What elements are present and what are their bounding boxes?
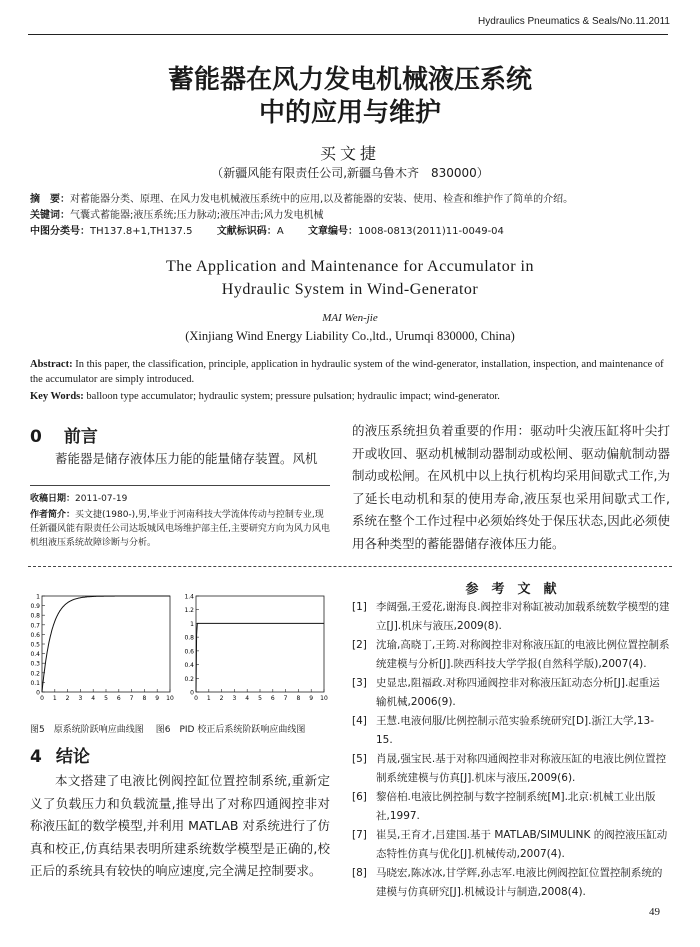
fig6-xtick-label: 7 xyxy=(283,695,288,702)
reference-item xyxy=(352,636,670,674)
fig6-ytick-label: 0 xyxy=(190,689,194,697)
received-value: 2011-07-19 xyxy=(75,494,128,504)
reference-number: [6] xyxy=(352,791,367,803)
journal-header: Hydraulics Pneumatics & Seals/No.11.2011 xyxy=(478,16,670,27)
reference-text: 沈瑜,高晓丁,王筠.对称阀控非对称液压缸的电液比例位置控制系统建模与分析[J].陕西科技大学学报(自然科学版),2007(4). xyxy=(376,639,670,670)
fig6-caption: 图6 PID 校正后系统阶跃响应曲线图 xyxy=(155,725,306,735)
fig6-xtick-label: 10 xyxy=(320,695,328,702)
keywords-en-text: balloon type accumulator; hydraulic system; pressure pulsation; hydraulic impact; wind-generator. xyxy=(86,391,500,402)
footnote-rule xyxy=(30,485,330,486)
abstract-cn-label: 摘 要： xyxy=(30,194,70,205)
reference-item xyxy=(352,598,670,636)
fig5-xtick-label: 3 xyxy=(78,695,83,702)
figure-captions xyxy=(30,722,340,735)
fig5-ytick-label: 0.3 xyxy=(30,660,40,668)
bio-text: 买文捷(1980-),男,毕业于河南科技大学流体传动与控制专业,现任新疆风能有限责任公司达坂城风电场维护部主任,主要研究方向为风力风电机组液压系统故障诊断与分析。 xyxy=(30,510,330,548)
section4-heading xyxy=(30,742,330,767)
received-label: 收稿日期： xyxy=(30,494,76,504)
section0-number: 0 xyxy=(30,427,42,447)
fig5-xtick-label: 5 xyxy=(104,695,108,702)
author-bio xyxy=(30,508,330,550)
fig5-ytick-label: 0.7 xyxy=(30,622,40,630)
reference-number: [3] xyxy=(352,677,367,689)
fig6-ytick-label: 0.4 xyxy=(184,662,194,670)
fig5-ytick-label: 0 xyxy=(36,689,40,697)
doc-code-label: 文献标识码： xyxy=(216,226,277,237)
fig5-xtick-label: 7 xyxy=(129,695,134,702)
affiliation-cn: （新疆风能有限责任公司,新疆乌鲁木齐 830000） xyxy=(211,166,489,180)
title-en-line1: The Application and Maintenance for Accumulator in xyxy=(166,258,534,275)
keywords-en xyxy=(30,389,670,404)
doc-code-value: A xyxy=(276,226,284,237)
author-cn: 买文捷 xyxy=(319,144,380,163)
reference-text: 黎倍柏.电液比例控制与数字控制系统[M].北京:机械工业出版社,1997. xyxy=(376,791,656,822)
received-date xyxy=(30,492,330,506)
fig6-xtick-label: 8 xyxy=(296,695,301,702)
fig5-frame xyxy=(42,596,170,692)
section4-title: 结论 xyxy=(55,747,90,767)
keywords-cn xyxy=(30,208,670,224)
fig6-xtick-label: 5 xyxy=(258,695,262,702)
abstract-en-text: In this paper, the classification, principle, application in hydraulic system of the wind-generator, installation, inspection, and maintenance of the accumulator are simply introduced. xyxy=(30,359,664,385)
reference-number: [7] xyxy=(352,829,367,841)
fig5-xtick-label: 0 xyxy=(40,695,44,702)
section4-text: 本文搭建了电液比例阀控缸位置控制系统,重新定义了负载压力和负载流量,推导出了对称四通阀控非对称液压缸的数学模型,并利用 MATLAB 对系统进行了仿真和校正,仿真结果表明所建系统数学模型是正确的,校正后的系统具有较快的响应速度,完全满足控制要求。 xyxy=(30,773,330,878)
fig6-ytick-label: 0.6 xyxy=(184,648,194,656)
fig6-plot xyxy=(184,594,328,703)
fig5-curve xyxy=(42,596,170,692)
abstract-en-label: Abstract: xyxy=(30,359,73,370)
fig6-xtick-label: 9 xyxy=(309,695,314,702)
fig5-xtick-label: 2 xyxy=(65,695,70,702)
section0-title: 前言 xyxy=(63,427,98,447)
figures-svg xyxy=(30,588,330,706)
fig6-ytick-label: 1 xyxy=(190,620,194,628)
reference-item xyxy=(352,750,670,788)
abstract-cn xyxy=(30,192,670,208)
fig5-ytick-label: 0.5 xyxy=(30,641,40,649)
keywords-en-label: Key Words: xyxy=(30,391,84,402)
page-number: 49 xyxy=(649,906,660,918)
fig5-ytick-label: 0.9 xyxy=(30,603,40,611)
fig5-xtick-label: 8 xyxy=(142,695,147,702)
references-list xyxy=(352,598,670,902)
keywords-cn-text: 气囊式蓄能器;液压系统;压力脉动;液压冲击;风力发电机械 xyxy=(70,210,324,221)
article-no-value: 1008-0813(2011)11-0049-04 xyxy=(358,226,504,237)
reference-item xyxy=(352,712,670,750)
title-cn-line1: 蓄能器在风力发电机械液压系统 xyxy=(167,65,532,95)
clc-label: 中图分类号： xyxy=(30,226,90,237)
fig6-ytick-label: 0.8 xyxy=(184,634,194,642)
abstract-cn-text: 对蓄能器分类、原理、在风力发电机械液压系统中的应用,以及蓄能器的安装、使用、检查和维护作了简单的介绍。 xyxy=(70,194,574,205)
reference-number: [5] xyxy=(352,753,367,765)
section4-number: 4 xyxy=(30,747,42,767)
fig5-ytick-label: 0.6 xyxy=(30,631,40,639)
bio-label: 作者简介： xyxy=(30,510,76,520)
keywords-cn-label: 关键词： xyxy=(30,210,70,221)
reference-text: 史显忠,阻福政.对称四通阀控非对称液压缸动态分析[J].起重运输机械,2006(9). xyxy=(376,677,660,708)
fig6-curve xyxy=(196,623,324,692)
fig6-ytick-label: 1.2 xyxy=(184,607,194,615)
fig6-xtick-label: 3 xyxy=(232,695,237,702)
fig6-xtick-label: 2 xyxy=(219,695,224,702)
fig5-xtick-label: 9 xyxy=(155,695,160,702)
reference-number: [8] xyxy=(352,867,367,879)
section0-heading xyxy=(30,422,330,447)
reference-item xyxy=(352,674,670,712)
title-cn-line2: 中的应用与维护 xyxy=(258,98,441,128)
reference-item xyxy=(352,826,670,864)
fig5-ytick-label: 0.2 xyxy=(30,670,40,678)
fig5-xtick-label: 6 xyxy=(116,695,121,702)
title-en-line2: Hydraulic System in Wind-Generator xyxy=(221,281,479,298)
clc-value: TH137.8+1,TH137.5 xyxy=(90,226,193,237)
fig6-xtick-label: 6 xyxy=(270,695,275,702)
reference-number: [2] xyxy=(352,639,367,651)
article-no-label: 文章编号： xyxy=(308,226,359,237)
fig5-ytick-label: 1 xyxy=(36,593,40,601)
fig5-xtick-label: 4 xyxy=(91,695,96,702)
fig5-caption: 图5 原系统阶跃响应曲线图 xyxy=(30,725,144,735)
reference-text: 肖晟,强宝民.基于对称四通阀控非对称液压缸的电液比例位置控制系统建模与仿真[J].机床与液压,2009(6). xyxy=(376,753,667,784)
reference-number: [4] xyxy=(352,715,367,727)
reference-text: 崔昊,王育才,吕建国.基于 MATLAB/SIMULINK 的阀控液压缸动态特性仿真与优化[J].机械传动,2007(4). xyxy=(376,829,668,860)
reference-text: 李阔强,王爱花,谢海良.阀控非对称缸被动加载系统数学模型的建立[J].机床与液压,2009(8). xyxy=(376,601,670,632)
reference-item xyxy=(352,788,670,826)
author-en: MAI Wen-jie xyxy=(322,312,378,324)
fig6-xtick-label: 0 xyxy=(194,695,198,702)
header-rule xyxy=(28,34,668,35)
affiliation-en: (Xinjiang Wind Energy Liability Co.,ltd., Urumqi 830000, China) xyxy=(185,329,515,343)
reference-number: [1] xyxy=(352,601,367,613)
reference-text: 王慧.电液伺服/比例控制示范实验系统研究[D].浙江大学,13-15. xyxy=(376,715,654,746)
abstract-en xyxy=(30,357,670,387)
intro-continued: 的液压系统担负着重要的作用：驱动叶尖液压缸将叶尖打开或收回、驱动机械制动器制动或松闸、驱动偏航制动器制动或松闸。在风机中以上执行机构均采用间歇式工作,为了延长电动机和泵的使用寿命,液压泵也采用间歇式工作,系统在整个工作过程中必须始终处于保压状态,因此必须使用各种类型的蓄能器储存液体压力能。 xyxy=(352,423,670,551)
fig5-plot xyxy=(30,594,174,703)
reference-text: 马晓宏,陈冰冰,甘学辉,孙志军.电液比例阀控缸位置控制系统的建模与仿真研究[J].机械设计与制造,2008(4). xyxy=(376,867,663,898)
fig6-frame xyxy=(196,596,324,692)
classification-line xyxy=(30,224,670,240)
fig5-xtick-label: 1 xyxy=(52,695,57,702)
fig5-ytick-label: 0.4 xyxy=(30,651,40,659)
fig5-ytick-label: 0.8 xyxy=(30,612,40,620)
fig6-xtick-label: 4 xyxy=(245,695,250,702)
fig6-xtick-label: 1 xyxy=(206,695,211,702)
fig6-ytick-label: 1.4 xyxy=(184,593,194,601)
fig5-xtick-label: 10 xyxy=(166,695,174,702)
page-divider xyxy=(28,566,672,567)
references-heading: 参 考 文 献 xyxy=(465,582,557,597)
reference-item xyxy=(352,864,670,902)
fig6-ytick-label: 0.2 xyxy=(184,675,194,683)
fig5-ytick-label: 0.1 xyxy=(30,679,40,687)
section0-text: 蓄能器是储存液体压力能的能量储存装置。风机 xyxy=(55,451,318,466)
